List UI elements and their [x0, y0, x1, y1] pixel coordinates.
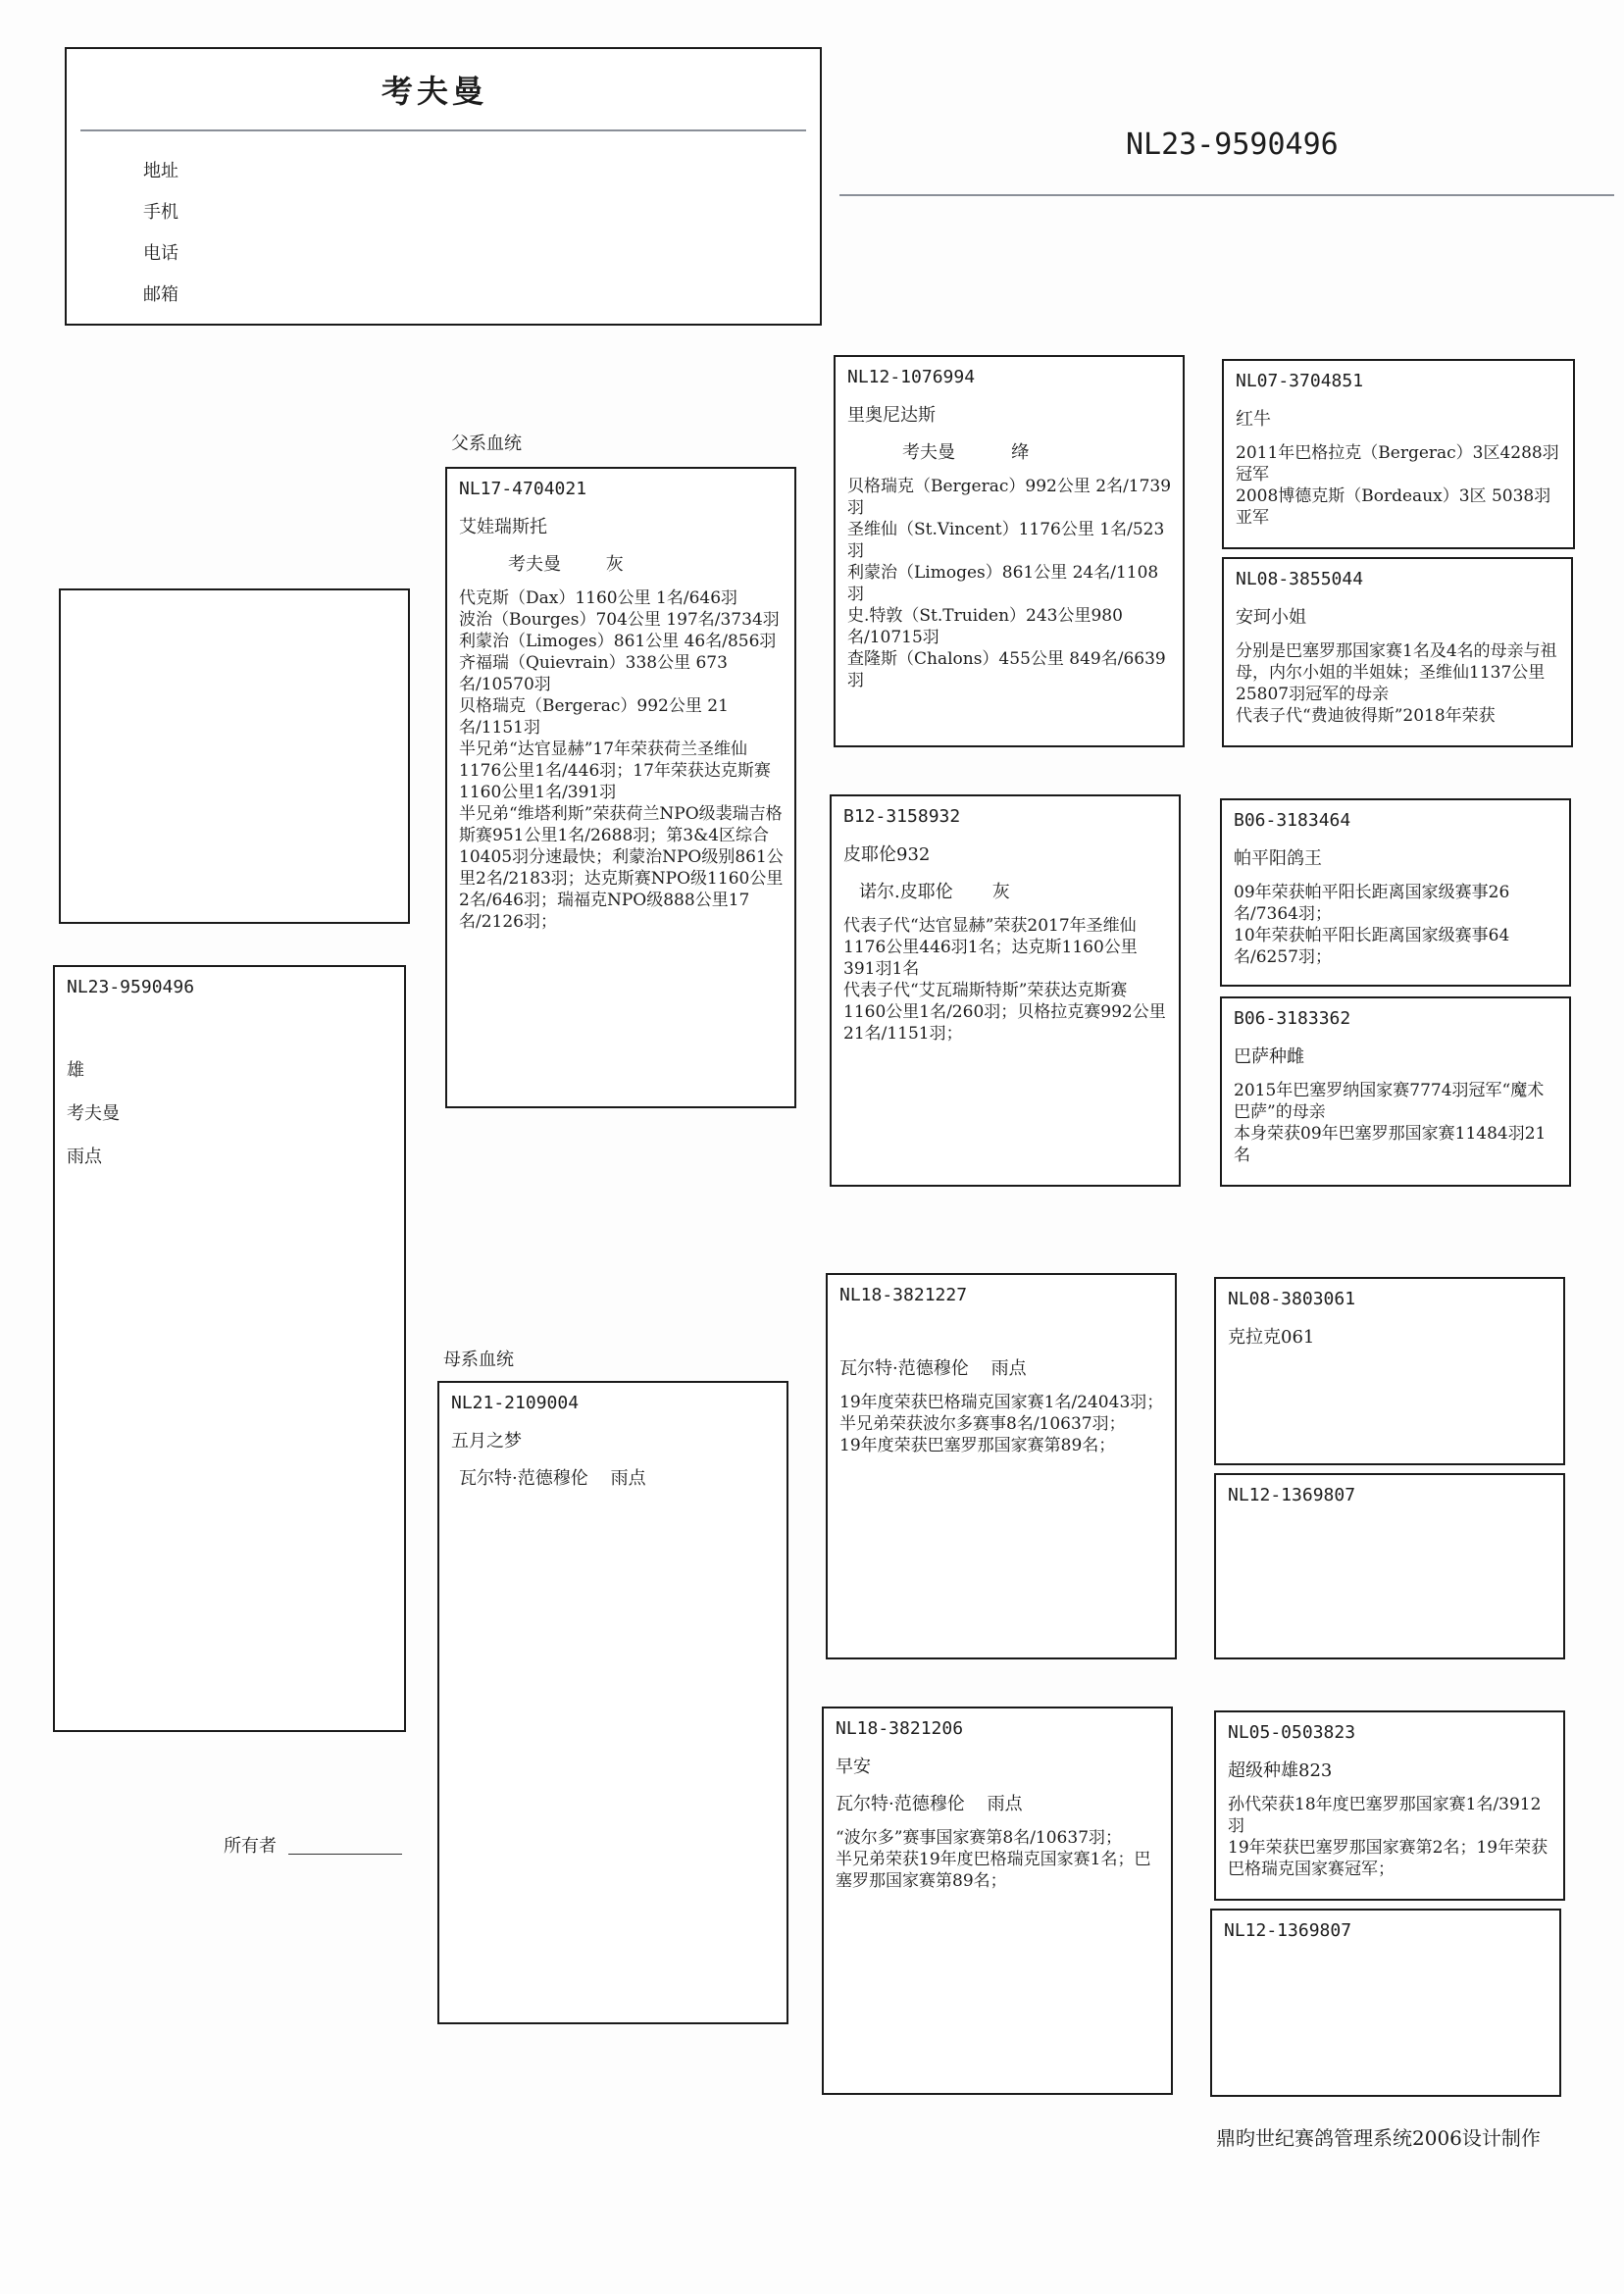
dam-dam-name: 早安 — [836, 1757, 871, 1777]
dam-section-label: 母系血统 — [443, 1350, 514, 1370]
subject-breeder: 考夫曼 — [67, 1103, 120, 1124]
note: 半兄弟“达官显赫”17年荣获荷兰圣维仙1176公里1名/446羽；17年荣获达克斯赛1160公里1名/391羽 — [459, 739, 771, 802]
dam-dam-breeder-color: 瓦尔特·范德穆伦 雨点 — [836, 1794, 1023, 1814]
dds-box — [1214, 1710, 1565, 1901]
sire-dam-breeder-color: 诺尔.皮耶伦 灰 — [859, 882, 1010, 902]
note: 半兄弟荣获波尔多赛事8名/10637羽； — [839, 1414, 1126, 1434]
sds-name: 帕平阳鸽王 — [1234, 848, 1322, 869]
dds-notes — [1228, 1794, 1553, 1880]
note: 齐福瑞（Quievrain）338公里 673名/10570羽 — [459, 653, 728, 694]
breeder-name: 考夫曼 — [381, 73, 487, 110]
note: 2008博德克斯（Bordeaux）3区 5038羽 亚军 — [1236, 486, 1551, 528]
note: 代表子代“达官显赫”荣获2017年圣维仙1176公里446羽1名；达克斯1160公里391羽1名 — [843, 916, 1138, 979]
sss-notes — [1236, 442, 1563, 529]
ssd-box — [1222, 557, 1573, 747]
note: 10年荣获帕平阳长距离国家级赛事64名/6257羽； — [1234, 926, 1510, 967]
sire-box — [445, 467, 796, 1108]
note: 19年度荣获巴塞罗那国家赛第89名； — [839, 1436, 1116, 1455]
sds-ring: B06-3183464 — [1234, 810, 1351, 831]
dss-ring: NL08-3803061 — [1228, 1289, 1356, 1309]
sdd-ring: B06-3183362 — [1234, 1008, 1351, 1029]
dam-dam-notes — [836, 1827, 1161, 1892]
sire-sire-name: 里奥尼达斯 — [847, 405, 936, 426]
ssd-notes — [1236, 640, 1561, 727]
sss-name: 红牛 — [1236, 409, 1271, 430]
sire-name: 艾娃瑞斯托 — [459, 517, 547, 537]
note: 2015年巴塞罗纳国家赛7774羽冠军“魔术巴萨”的母亲 — [1234, 1081, 1545, 1122]
note: 利蒙治（Limoges）861公里 24名/1108羽 — [847, 563, 1159, 604]
sds-box — [1220, 798, 1571, 987]
subject-box — [53, 965, 406, 1732]
pedigree-ring-number: NL23-9590496 — [1126, 127, 1339, 162]
note: 波治（Bourges）704公里 197名/3734羽 — [459, 610, 780, 630]
subject-color: 雨点 — [67, 1147, 102, 1167]
footer-credit: 鼎昀世纪赛鸽管理系统2006设计制作 — [1216, 2126, 1541, 2150]
mobile-label: 手机 — [143, 202, 178, 223]
breeder-header-box — [65, 47, 822, 326]
dam-dam-ring: NL18-3821206 — [836, 1718, 964, 1739]
note: 19年度荣获巴格瑞克国家赛1名/24043羽； — [839, 1393, 1164, 1412]
note: 孙代荣获18年度巴塞罗那国家赛1名/3912羽 — [1228, 1795, 1542, 1836]
sire-sire-breeder-color: 考夫曼 绛 — [902, 442, 1030, 463]
sdd-notes — [1234, 1080, 1559, 1166]
sss-box — [1222, 359, 1575, 549]
sire-sire-box — [834, 355, 1185, 747]
note: 19年荣获巴塞罗那国家赛第2名；19年荣获巴格瑞克国家赛冠军； — [1228, 1838, 1548, 1879]
note: 半兄弟“维塔利斯”荣获荷兰NPO级裴瑞吉格斯赛951公里1名/2688羽；第3&4区综合10405羽分速最快；利蒙治NPO级别861公里2名/2183羽；达克斯赛NPO级1160公里2名/646羽；瑞福克NPO级888公里17名/2126羽； — [459, 804, 784, 932]
dam-box — [437, 1381, 788, 2024]
dss-name: 克拉克061 — [1228, 1327, 1315, 1348]
sire-dam-notes — [843, 915, 1169, 1045]
sire-sire-notes — [847, 476, 1173, 691]
subject-sex: 雄 — [67, 1060, 84, 1081]
note: 查隆斯（Chalons）455公里 849名/6639羽 — [847, 649, 1166, 690]
dam-breeder-color: 瓦尔特·范德穆伦 雨点 — [459, 1468, 646, 1489]
ddd-box — [1210, 1909, 1561, 2097]
note: 09年荣获帕平阳长距离国家级赛事26名/7364羽； — [1234, 883, 1510, 924]
dam-sire-name: 瓦尔特·范德穆伦 雨点 — [839, 1358, 1027, 1379]
ssd-ring: NL08-3855044 — [1236, 569, 1364, 589]
dam-ring: NL21-2109004 — [451, 1393, 580, 1413]
ssd-name: 安珂小姐 — [1236, 607, 1306, 628]
ring-underline — [839, 194, 1614, 196]
note: 代表子代“艾瓦瑞斯特斯”荣获达克斯赛1160公里1名/260羽；贝格拉克赛992公里21名/1151羽； — [843, 981, 1166, 1044]
sire-breeder-color: 考夫曼 灰 — [508, 554, 624, 575]
address-label: 地址 — [143, 161, 178, 181]
note: “波尔多”赛事国家赛第8名/10637羽； — [836, 1828, 1123, 1848]
note: 贝格瑞克（Bergerac）992公里 2名/1739羽 — [847, 477, 1172, 518]
dam-name: 五月之梦 — [451, 1431, 522, 1452]
note: 本身荣获09年巴塞罗那国家赛11484羽21名 — [1234, 1124, 1547, 1165]
dds-name: 超级种雄823 — [1228, 1760, 1333, 1781]
sire-dam-ring: B12-3158932 — [843, 806, 961, 827]
note: 利蒙治（Limoges）861公里 46名/856羽 — [459, 632, 777, 651]
dsd-ring: NL12-1369807 — [1228, 1485, 1356, 1505]
ddd-ring: NL12-1369807 — [1224, 1920, 1352, 1941]
sire-dam-box — [830, 794, 1181, 1187]
owner-line — [288, 1854, 402, 1855]
sire-dam-name: 皮耶伦932 — [843, 844, 931, 865]
note: 半兄弟荣获19年度巴格瑞克国家赛1名；巴塞罗那国家赛第89名； — [836, 1850, 1151, 1891]
dsd-box — [1214, 1473, 1565, 1659]
dam-sire-box — [826, 1273, 1177, 1659]
note: 分别是巴塞罗那国家赛1名及4名的母亲与祖母，内尔小姐的半姐妹；圣维仙1137公里25807羽冠军的母亲 — [1236, 641, 1557, 704]
dam-sire-ring: NL18-3821227 — [839, 1285, 968, 1305]
header-divider — [80, 129, 806, 131]
email-label: 邮箱 — [143, 284, 178, 305]
sss-ring: NL07-3704851 — [1236, 371, 1364, 391]
photo-box — [59, 588, 410, 924]
note: 代克斯（Dax）1160公里 1名/646羽 — [459, 588, 738, 608]
note: 史.特敦（St.Truiden）243公里980名/10715羽 — [847, 606, 1123, 647]
sire-sire-ring: NL12-1076994 — [847, 367, 976, 387]
phone-label: 电话 — [143, 243, 178, 264]
dam-sire-notes — [839, 1392, 1165, 1456]
subject-ring: NL23-9590496 — [67, 977, 195, 997]
sire-notes — [459, 587, 785, 933]
sds-notes — [1234, 882, 1559, 968]
note: 2011年巴格拉克（Bergerac）3区4288羽冠军 — [1236, 443, 1559, 484]
dam-dam-box — [822, 1707, 1173, 2095]
sdd-name: 巴萨种雌 — [1234, 1046, 1304, 1067]
dds-ring: NL05-0503823 — [1228, 1722, 1356, 1743]
sdd-box — [1220, 996, 1571, 1187]
sire-ring: NL17-4704021 — [459, 479, 587, 499]
dss-box — [1214, 1277, 1565, 1465]
owner-label: 所有者 — [224, 1836, 277, 1857]
note: 贝格瑞克（Bergerac）992公里 21名/1151羽 — [459, 696, 729, 738]
note: 圣维仙（St.Vincent）1176公里 1名/523羽 — [847, 520, 1165, 561]
sire-section-label: 父系血统 — [451, 433, 522, 454]
note: 代表子代“费迪彼得斯”2018年荣获 — [1236, 706, 1496, 726]
